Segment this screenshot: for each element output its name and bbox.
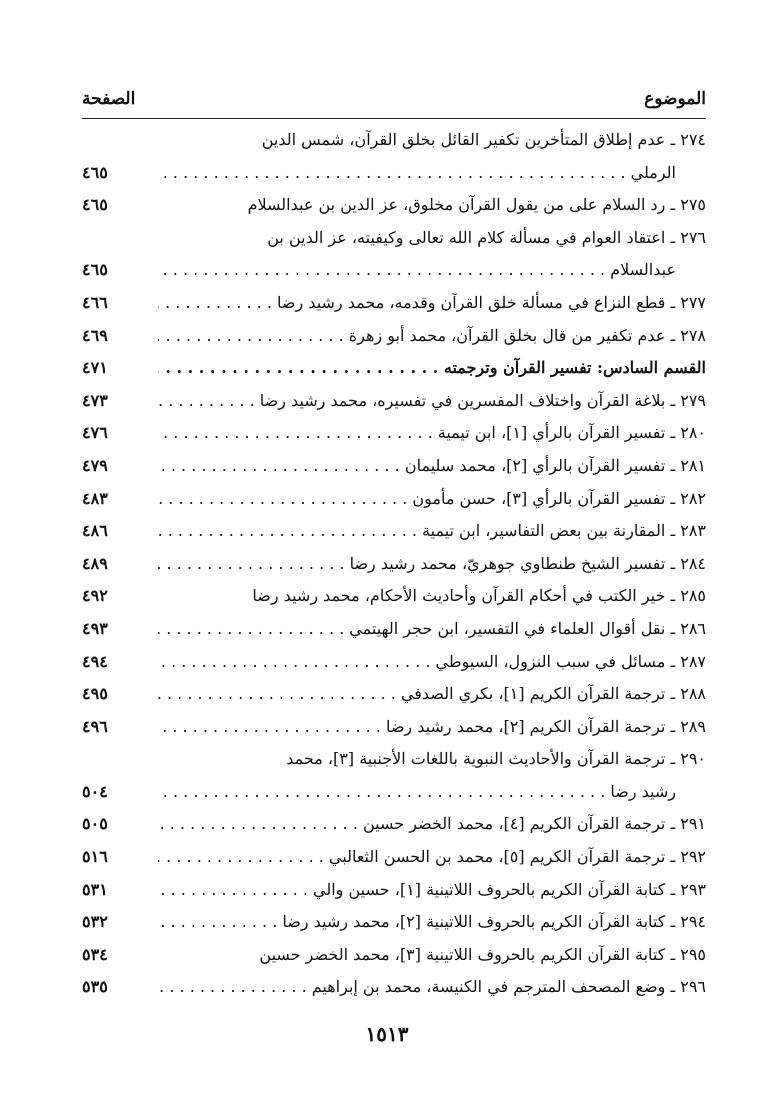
toc-page-number: ٤٧٣ <box>82 390 108 410</box>
toc-entry-title: ٢٩٤ ـ كتابة القرآن الكريم بالحروف اللاتينية [٢]، محمد رشيد رضا . . . <box>158 906 706 939</box>
toc-entry-title: القسم السادس: تفسير القرآن وترجمته . . . <box>158 352 706 385</box>
toc-entry <box>82 287 706 320</box>
toc-entry-title: ٢٧٨ ـ عدم تكفير من قال بخلق القرآن، محمد أبو زهرة . . . <box>158 320 706 353</box>
toc-entry-title: ٢٧٦ ـ اعتقاد العوام في مسألة كلام الله تعالى وكيفيته، عز الدين بن <box>267 227 706 247</box>
toc-page-number: ٥٣٤ <box>82 944 108 964</box>
toc-entry-title: ٢٧٧ ـ قطع النزاع في مسألة خلق القرآن وقدمه، محمد رشيد رضا . . . <box>158 287 706 320</box>
toc-entry-title: ٢٩٥ ـ كتابة القرآن الكريم بالحروف اللاتينية [٣]، محمد الخضر حسين <box>259 944 706 964</box>
toc-entry <box>82 320 706 353</box>
toc-entry <box>82 874 706 907</box>
toc-entry <box>82 776 706 809</box>
table-of-contents <box>82 124 706 1004</box>
toc-entry-title: ٢٨٦ ـ نقل أقوال العلماء في التفسير، ابن حجر الهيتمي . . . <box>158 613 706 646</box>
page-number: ١٥١٣ <box>365 1022 409 1046</box>
toc-entry-title: ٢٨٨ ـ ترجمة القرآن الكريم [١]، بكري الصدفي . . . <box>158 678 706 711</box>
toc-page-number: ٤٦٦ <box>82 292 108 312</box>
toc-entry-title: ٢٩٦ ـ وضع المصحف المترجم في الكنيسة، محمد بن إبراهيم . . . <box>158 971 706 1004</box>
toc-entry-title: ٢٨٤ ـ تفسير الشيخ طنطاوي جوهريّ، محمد رشيد رضا . . . <box>158 548 706 581</box>
toc-header <box>82 86 706 119</box>
toc-page-number: ٥٠٤ <box>82 781 108 801</box>
toc-page-number: ٥١٦ <box>82 847 108 867</box>
toc-entry <box>82 711 706 744</box>
toc-entry <box>82 254 706 287</box>
toc-entry <box>82 385 706 418</box>
toc-entry-title: عبدالسلام . . . <box>158 254 706 287</box>
toc-entry <box>82 841 706 874</box>
toc-entry-title: ٢٨١ ـ تفسير القرآن بالرأي [٢]، محمد سليمان . . . <box>158 450 706 483</box>
toc-entry <box>82 515 706 548</box>
toc-section-heading <box>82 352 706 385</box>
toc-entry <box>82 580 706 613</box>
toc-page-number: ٥٠٥ <box>82 814 108 834</box>
toc-entry <box>82 222 706 255</box>
toc-page-number: ٤٧١ <box>82 358 108 378</box>
toc-entry <box>82 971 706 1004</box>
toc-page-number: ٤٦٥ <box>82 162 108 182</box>
toc-entry-title: ٢٨٠ ـ تفسير القرآن بالرأي [١]، ابن تيمية . . . <box>158 417 706 450</box>
toc-page-number: ٥٣١ <box>82 879 108 899</box>
toc-page-number: ٤٨٩ <box>82 553 108 573</box>
toc-entry-title: ٢٨٣ ـ المقارنة بين بعض التفاسير، ابن تيمية . . . <box>158 515 706 548</box>
toc-entry-title: ٢٨٥ ـ خير الكتب في أحكام القرآن وأحاديث الأحكام، محمد رشيد رضا <box>252 586 706 606</box>
toc-page-number: ٤٦٥ <box>82 260 108 280</box>
toc-entry-title: ٢٩١ ـ ترجمة القرآن الكريم [٤]، محمد الخضر حسين . . . <box>158 808 706 841</box>
toc-page-number: ٤٦٥ <box>82 195 108 215</box>
toc-entry <box>82 189 706 222</box>
toc-page-number: ٤٩٦ <box>82 716 108 736</box>
toc-page-number: ٤٨٣ <box>82 488 108 508</box>
toc-entry <box>82 450 706 483</box>
toc-entry-title: ٢٩٢ ـ ترجمة القرآن الكريم [٥]، محمد بن الحسن الثعالبي . . . <box>158 841 706 874</box>
toc-page-number: ٤٨٦ <box>82 521 108 541</box>
toc-entry-title: الرملي . . . <box>158 157 706 190</box>
toc-entry <box>82 124 706 157</box>
toc-page-number: ٤٩٢ <box>82 586 108 606</box>
toc-entry <box>82 157 706 190</box>
toc-entry-title: ٢٨٩ ـ ترجمة القرآن الكريم [٢]، محمد رشيد رضا . . . <box>158 711 706 744</box>
toc-page-number: ٥٣٥ <box>82 977 108 997</box>
toc-entry <box>82 678 706 711</box>
toc-entry <box>82 906 706 939</box>
page-column-title: الصفحة <box>82 89 136 109</box>
toc-entry <box>82 808 706 841</box>
toc-page-number: ٤٩٤ <box>82 651 108 671</box>
toc-entry <box>82 939 706 972</box>
toc-entry <box>82 417 706 450</box>
toc-entry <box>82 548 706 581</box>
toc-page-number: ٤٧٦ <box>82 423 108 443</box>
toc-page-number: ٥٣٢ <box>82 912 108 932</box>
toc-entry-title: ٢٨٢ ـ تفسير القرآن بالرأي [٣]، حسن مأمون . . . <box>158 483 706 516</box>
toc-entry-title: ٢٩٣ ـ كتابة القرآن الكريم بالحروف اللاتينية [١]، حسين والي . . . <box>158 874 706 907</box>
toc-entry <box>82 646 706 679</box>
toc-page-number: ٤٩٥ <box>82 684 108 704</box>
toc-entry-title: ٢٩٠ ـ ترجمة القرآن والأحاديث النبوية باللغات الأجنبية [٣]، محمد <box>286 749 706 769</box>
toc-page-number: ٤٦٩ <box>82 325 108 345</box>
toc-entry-title: ٢٧٥ ـ رد السلام على من يقول القرآن مخلوق، عز الدين بن عبدالسلام <box>247 195 706 215</box>
toc-entry-title: ٢٧٤ ـ عدم إطلاق المتأخرين تكفير القائل بخلق القرآن، شمس الدين <box>261 130 706 149</box>
toc-entry <box>82 743 706 776</box>
toc-entry-title: رشيد رضا . . . <box>158 776 706 809</box>
toc-entry-title: ٢٧٩ ـ بلاغة القرآن واختلاف المفسرين في تفسيره، محمد رشيد رضا . . . <box>158 385 706 418</box>
toc-entry-title: ٢٨٧ ـ مسائل في سبب النزول، السيوطي . . . <box>158 646 706 679</box>
toc-entry <box>82 613 706 646</box>
toc-page-number: ٤٩٣ <box>82 618 108 638</box>
toc-page-number: ٤٧٩ <box>82 455 108 475</box>
toc-entry <box>82 483 706 516</box>
topic-column-title: الموضوع <box>644 89 706 109</box>
